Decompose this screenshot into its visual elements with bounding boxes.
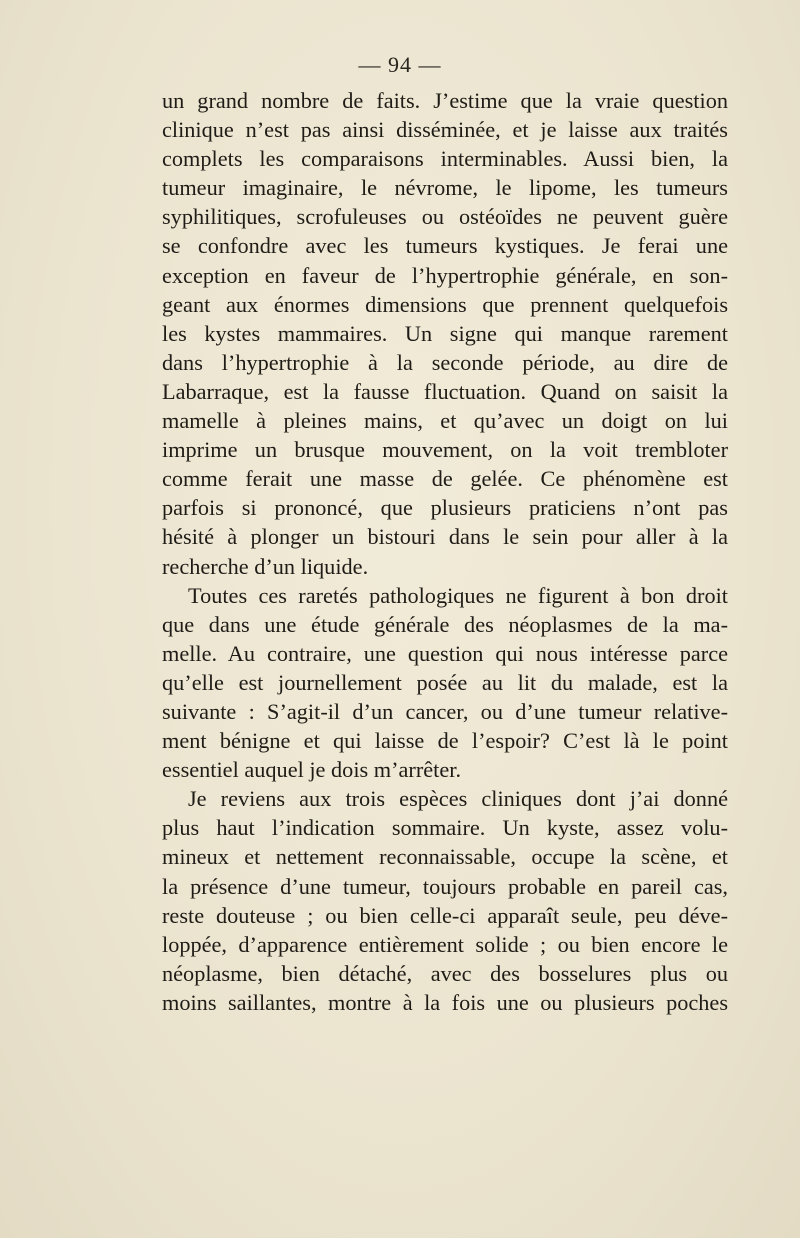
text-line: hésité à plonger un bistouri dans le sein pour aller à la — [162, 524, 728, 550]
text-line: clinique n’est pas ainsi disséminée, et je laisse aux traités — [162, 117, 728, 143]
text-line: qu’elle est journellement posée au lit du malade, est la — [162, 669, 728, 695]
text-line: ment bénigne et qui laisse de l’espoir? C’est là le point — [162, 728, 728, 754]
text-line: recherche d’un liquide. — [162, 553, 369, 579]
paragraph-2 — [162, 581, 728, 785]
text-line: Labarraque, est la fausse fluctuation. Quand on saisit la — [162, 378, 728, 404]
text-line: les kystes mammaires. Un signe qui manque rarement — [162, 320, 728, 346]
text-line: complets les comparaisons interminables. Aussi bien, la — [162, 146, 728, 172]
text-line: geant aux énormes dimensions que prennent quelquefois — [162, 291, 728, 317]
text-line: Je reviens aux trois espèces cliniques dont j’ai donné — [188, 786, 728, 812]
text-line: mamelle à pleines mains, et qu’avec un doigt on lui — [162, 408, 728, 434]
text-line: néoplasme, bien détaché, avec des bosselures plus ou — [162, 960, 728, 986]
text-line: dans l’hypertrophie à la seconde période, au dire de — [162, 349, 728, 375]
text-line: imprime un brusque mouvement, on la voit trembloter — [162, 437, 728, 463]
text-line: la présence d’une tumeur, toujours probable en pareil cas, — [162, 873, 728, 899]
paragraph-1 — [162, 86, 728, 581]
text-line: comme ferait une masse de gelée. Ce phénomène est — [162, 466, 728, 492]
text-line: Toutes ces raretés pathologiques ne figurent à bon droit — [188, 582, 728, 608]
text-line: moins saillantes, montre à la fois une ou plusieurs poches — [162, 989, 728, 1015]
text-line: syphilitiques, scrofuleuses ou ostéoïdes ne peuvent guère — [162, 204, 728, 230]
text-line: loppée, d’apparence entièrement solide ; ou bien encore le — [162, 931, 728, 957]
paragraph-3 — [162, 784, 728, 1017]
text-line: tumeur imaginaire, le névrome, le lipome, les tumeurs — [162, 175, 728, 201]
text-line: suivante : S’agit-il d’un cancer, ou d’une tumeur relative- — [162, 698, 728, 724]
text-line: exception en faveur de l’hypertrophie générale, en son- — [162, 262, 728, 288]
text-line: se confondre avec les tumeurs kystiques. Je ferai une — [162, 233, 728, 259]
body-text — [162, 86, 728, 1017]
text-line: que dans une étude générale des néoplasmes de la ma- — [162, 611, 728, 637]
page-number: — 94 — — [358, 52, 442, 77]
text-line: melle. Au contraire, une question qui nous intéresse parce — [162, 640, 728, 666]
text-line: essentiel auquel je dois m’arrêter. — [162, 757, 462, 783]
text-line: mineux et nettement reconnaissable, occupe la scène, et — [162, 844, 728, 870]
text-line: un grand nombre de faits. J’estime que la vraie question — [162, 88, 728, 113]
text-line: plus haut l’indication sommaire. Un kyste, assez volu- — [162, 815, 728, 841]
text-line: reste douteuse ; ou bien celle-ci apparaît seule, peu déve- — [162, 902, 728, 928]
text-line: parfois si prononcé, que plusieurs praticiens n’ont pas — [162, 495, 728, 521]
